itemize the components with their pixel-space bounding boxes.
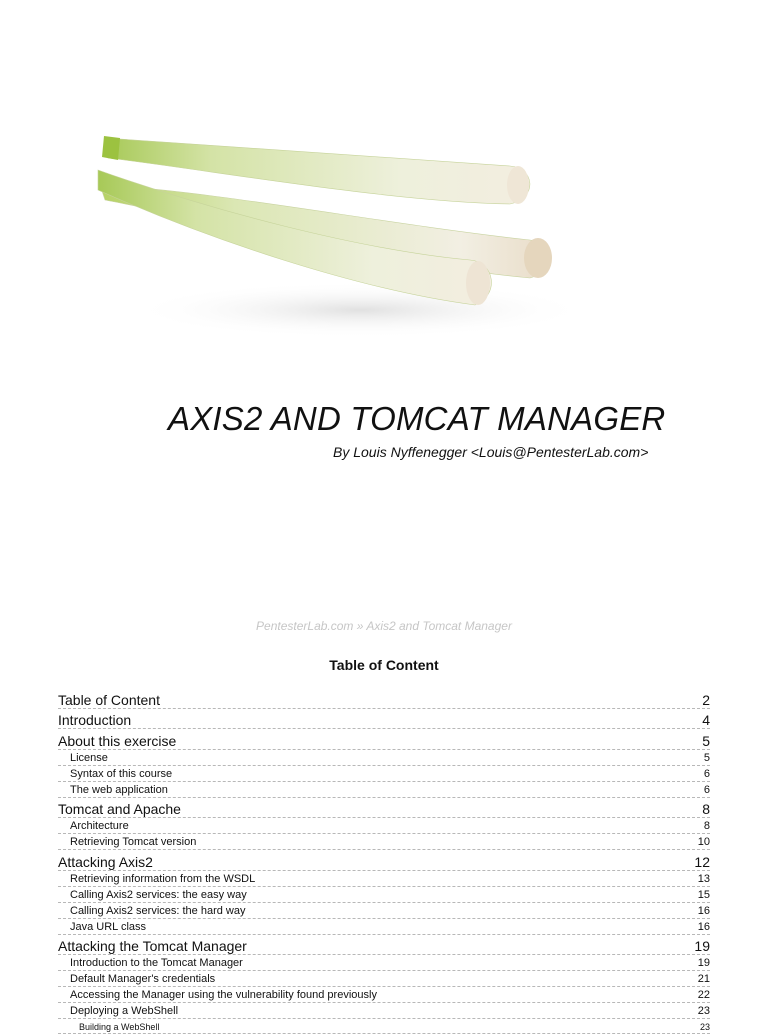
toc-entry-label: Attacking the Tomcat Manager	[58, 938, 247, 954]
toc-entry-label: Retrieving information from the WSDL	[70, 872, 256, 885]
toc-entry[interactable]	[58, 750, 710, 766]
toc-entry-page: 5	[702, 732, 710, 749]
toc-entry-label: The web application	[70, 783, 168, 796]
toc-entry-page: 19	[694, 938, 710, 954]
toc-entry-label: About this exercise	[58, 732, 177, 749]
toc-entry[interactable]	[58, 887, 710, 903]
toc-entry-page: 15	[697, 888, 710, 901]
toc-entry[interactable]	[58, 834, 710, 850]
toc-entry-label: Java URL class	[70, 920, 147, 933]
toc-entry[interactable]	[58, 987, 710, 1003]
toc-entry-label: Table of Content	[58, 691, 160, 708]
toc-entry-page: 6	[703, 783, 710, 796]
toc-entry-page: 16	[697, 920, 710, 933]
toc-entry-label: Calling Axis2 services: the hard way	[70, 904, 246, 917]
toc-entry-page: 8	[703, 820, 710, 832]
toc-entry[interactable]	[58, 871, 710, 887]
toc-entry-page: 5	[703, 751, 710, 764]
toc-entry-label: Building a WebShell	[79, 1022, 160, 1032]
toc-entry-page: 23	[697, 1005, 710, 1017]
toc-entry-page: 16	[697, 904, 710, 917]
toc-entry-label: Attacking Axis2	[58, 853, 153, 870]
toc-entry-label: Deploying a WebShell	[70, 1005, 179, 1017]
toc-entry-page: 4	[702, 712, 710, 728]
toc-entry[interactable]	[58, 709, 710, 730]
toc-entry[interactable]	[58, 688, 710, 709]
toc-entry-label: Architecture	[70, 820, 129, 832]
toc-entry[interactable]	[58, 971, 710, 987]
toc-entry[interactable]	[58, 766, 710, 782]
toc-entry[interactable]	[58, 1019, 710, 1034]
table-of-contents	[58, 688, 710, 1034]
toc-entry-label: Introduction	[58, 712, 132, 728]
toc-entry-label: Introduction to the Tomcat Manager	[70, 957, 243, 969]
toc-entry-page: 12	[694, 853, 710, 870]
toc-entry[interactable]	[58, 903, 710, 919]
toc-entry-label: Syntax of this course	[70, 767, 173, 780]
toc-entry[interactable]	[58, 729, 710, 750]
toc-entry[interactable]	[58, 782, 710, 798]
toc-entry-label: Retrieving Tomcat version	[70, 836, 197, 848]
toc-entry[interactable]	[58, 818, 710, 834]
toc-entry-page: 21	[697, 973, 710, 985]
toc-entry-page: 10	[697, 836, 710, 848]
toc-entry[interactable]	[58, 1003, 710, 1019]
lemongrass-stalks-image	[60, 100, 580, 360]
running-header: PentesterLab.com » Axis2 and Tomcat Manager	[256, 619, 512, 633]
toc-heading: Table of Content	[329, 657, 439, 673]
toc-entry-page: 19	[697, 957, 710, 969]
toc-entry[interactable]	[58, 955, 710, 971]
toc-entry-label: Tomcat and Apache	[58, 801, 181, 817]
toc-entry-label: Calling Axis2 services: the easy way	[70, 888, 247, 901]
toc-entry-label: Default Manager's credentials	[70, 973, 216, 985]
toc-entry-page: 13	[697, 872, 710, 885]
toc-entry[interactable]	[58, 919, 710, 935]
toc-entry-page: 22	[697, 989, 710, 1001]
author-byline: By Louis Nyffenegger <Louis@PentesterLab.com>	[333, 444, 649, 460]
document-title: AXIS2 AND TOMCAT MANAGER	[168, 400, 666, 437]
toc-entry-label: License	[70, 751, 108, 764]
toc-entry-label: Accessing the Manager using the vulnerability found previously	[70, 989, 377, 1001]
toc-entry[interactable]	[58, 935, 710, 956]
toc-entry-page: 23	[699, 1022, 710, 1032]
toc-entry-page: 8	[702, 801, 710, 817]
toc-entry-page: 2	[702, 691, 710, 708]
toc-entry-page: 6	[703, 767, 710, 780]
toc-entry[interactable]	[58, 850, 710, 871]
toc-entry[interactable]	[58, 798, 710, 819]
